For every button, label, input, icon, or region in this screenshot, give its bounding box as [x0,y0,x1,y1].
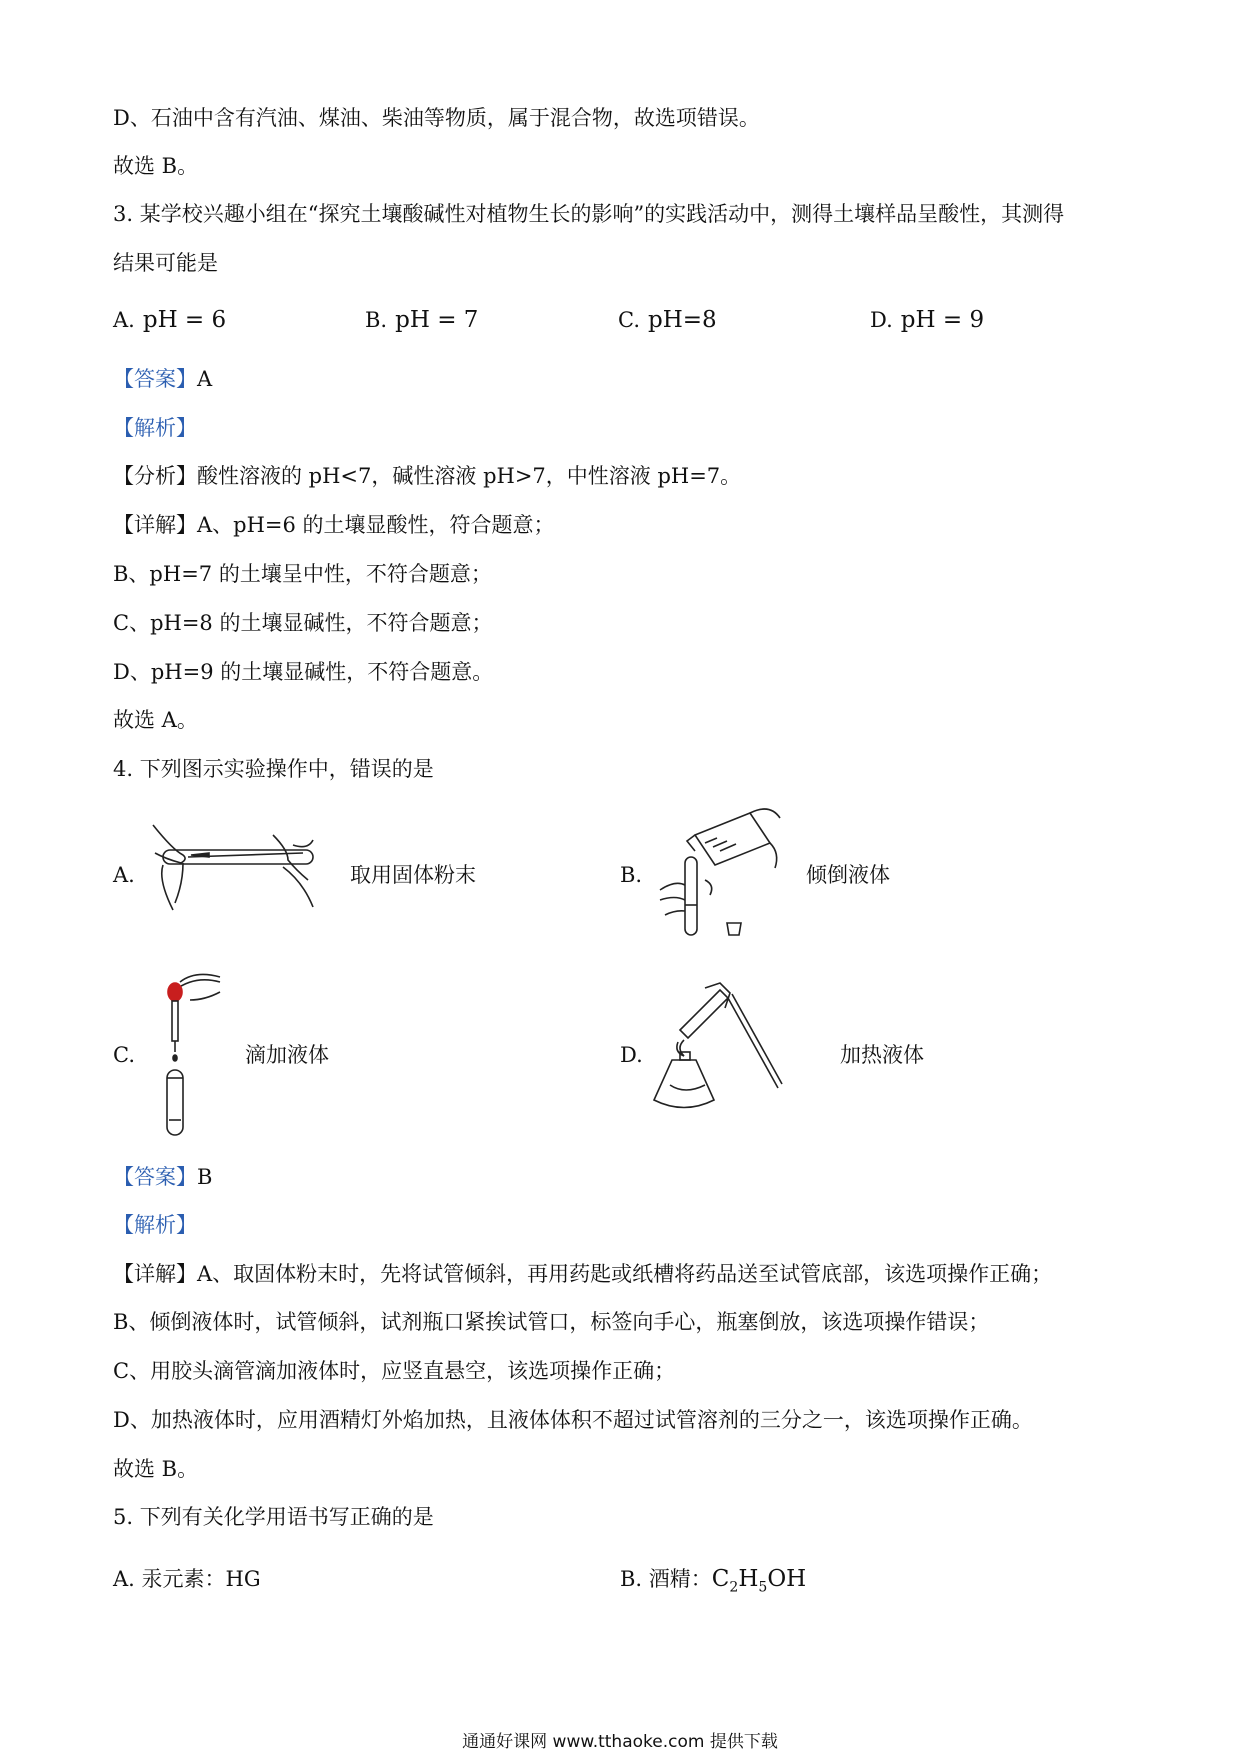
q3-detail-d: D、pH=9 的土壤显碱性，不符合题意。 [113,660,494,684]
q3-option-c: C. pH=8 [618,307,717,333]
q2-option-d-explanation: D、石油中含有汽油、煤油、柴油等物质，属于混合物，故选项错误。 [113,106,760,130]
q3-option-a: A. pH = 6 [113,307,227,333]
q4-analysis-heading: 【解析】 [113,1213,197,1237]
q4-option-a-letter: A. [113,863,135,887]
q3-stem-line1: 3. 某学校兴趣小组在“探究土壤酸碱性对植物生长的影响”的实践活动中，测得土壤样品呈酸性，其测得 [113,202,1065,226]
q3-option-d: D. pH = 9 [870,307,985,333]
q4-stem: 4. 下列图示实验操作中，错误的是 [113,757,434,781]
q3-conclusion: 故选 A。 [113,708,198,732]
q4-conclusion: 故选 B。 [113,1457,199,1481]
q3-detail-a: 【详解】A、pH=6 的土壤显酸性，符合题意； [113,513,555,537]
q3-option-b: B. pH = 7 [365,307,479,333]
q4-option-a-caption: 取用固体粉末 [350,863,476,887]
q4-option-b-caption: 倾倒液体 [806,863,890,887]
q4-option-d-caption: 加热液体 [840,1043,924,1067]
q3-analysis-heading: 【解析】 [113,416,197,440]
pouring-liquid-illustration [655,805,785,945]
q3-detail-c: C、pH=8 的土壤显碱性，不符合题意； [113,611,493,635]
q4-answer: 【答案】B [113,1165,213,1189]
q3-stem-line2: 结果可能是 [113,251,218,275]
heating-liquid-illustration [650,980,800,1130]
q4-option-d-letter: D. [620,1043,643,1067]
q3-detail-b: B、pH=7 的土壤呈中性，不符合题意； [113,562,492,586]
q3-fenxi: 【分析】酸性溶液的 pH<7，碱性溶液 pH>7，中性溶液 pH=7。 [113,464,742,488]
q2-conclusion: 故选 B。 [113,154,199,178]
dropper-illustration [150,970,230,1140]
q4-option-c-letter: C. [113,1043,135,1067]
q4-detail-a: 【详解】A、取固体粉末时，先将试管倾斜，再用药匙或纸槽将药品送至试管底部，该选项操作正确； [113,1262,1053,1286]
q4-detail-c: C、用胶头滴管滴加液体时，应竖直悬空，该选项操作正确； [113,1359,676,1383]
q4-option-c-caption: 滴加液体 [245,1043,329,1067]
q4-detail-d: D、加热液体时，应用酒精灯外焰加热，且液体体积不超过试管溶剂的三分之一，该选项操作正确。 [113,1408,1033,1432]
q3-answer: 【答案】A [113,367,213,391]
q4-option-b-letter: B. [620,863,643,887]
page-footer: 通通好课网 www.tthaoke.com 提供下载 [462,1732,778,1752]
q5-option-b: B. 酒精：$C_2H_5OH$ [620,1566,807,1596]
q4-detail-b: B、倾倒液体时，试管倾斜，试剂瓶口紧挨试管口，标签向手心，瓶塞倒放，该选项操作错误； [113,1310,990,1334]
powder-test-tube-illustration [143,815,323,915]
q5-option-a: A. 汞元素：HG [113,1567,261,1591]
q5-stem: 5. 下列有关化学用语书写正确的是 [113,1505,434,1529]
